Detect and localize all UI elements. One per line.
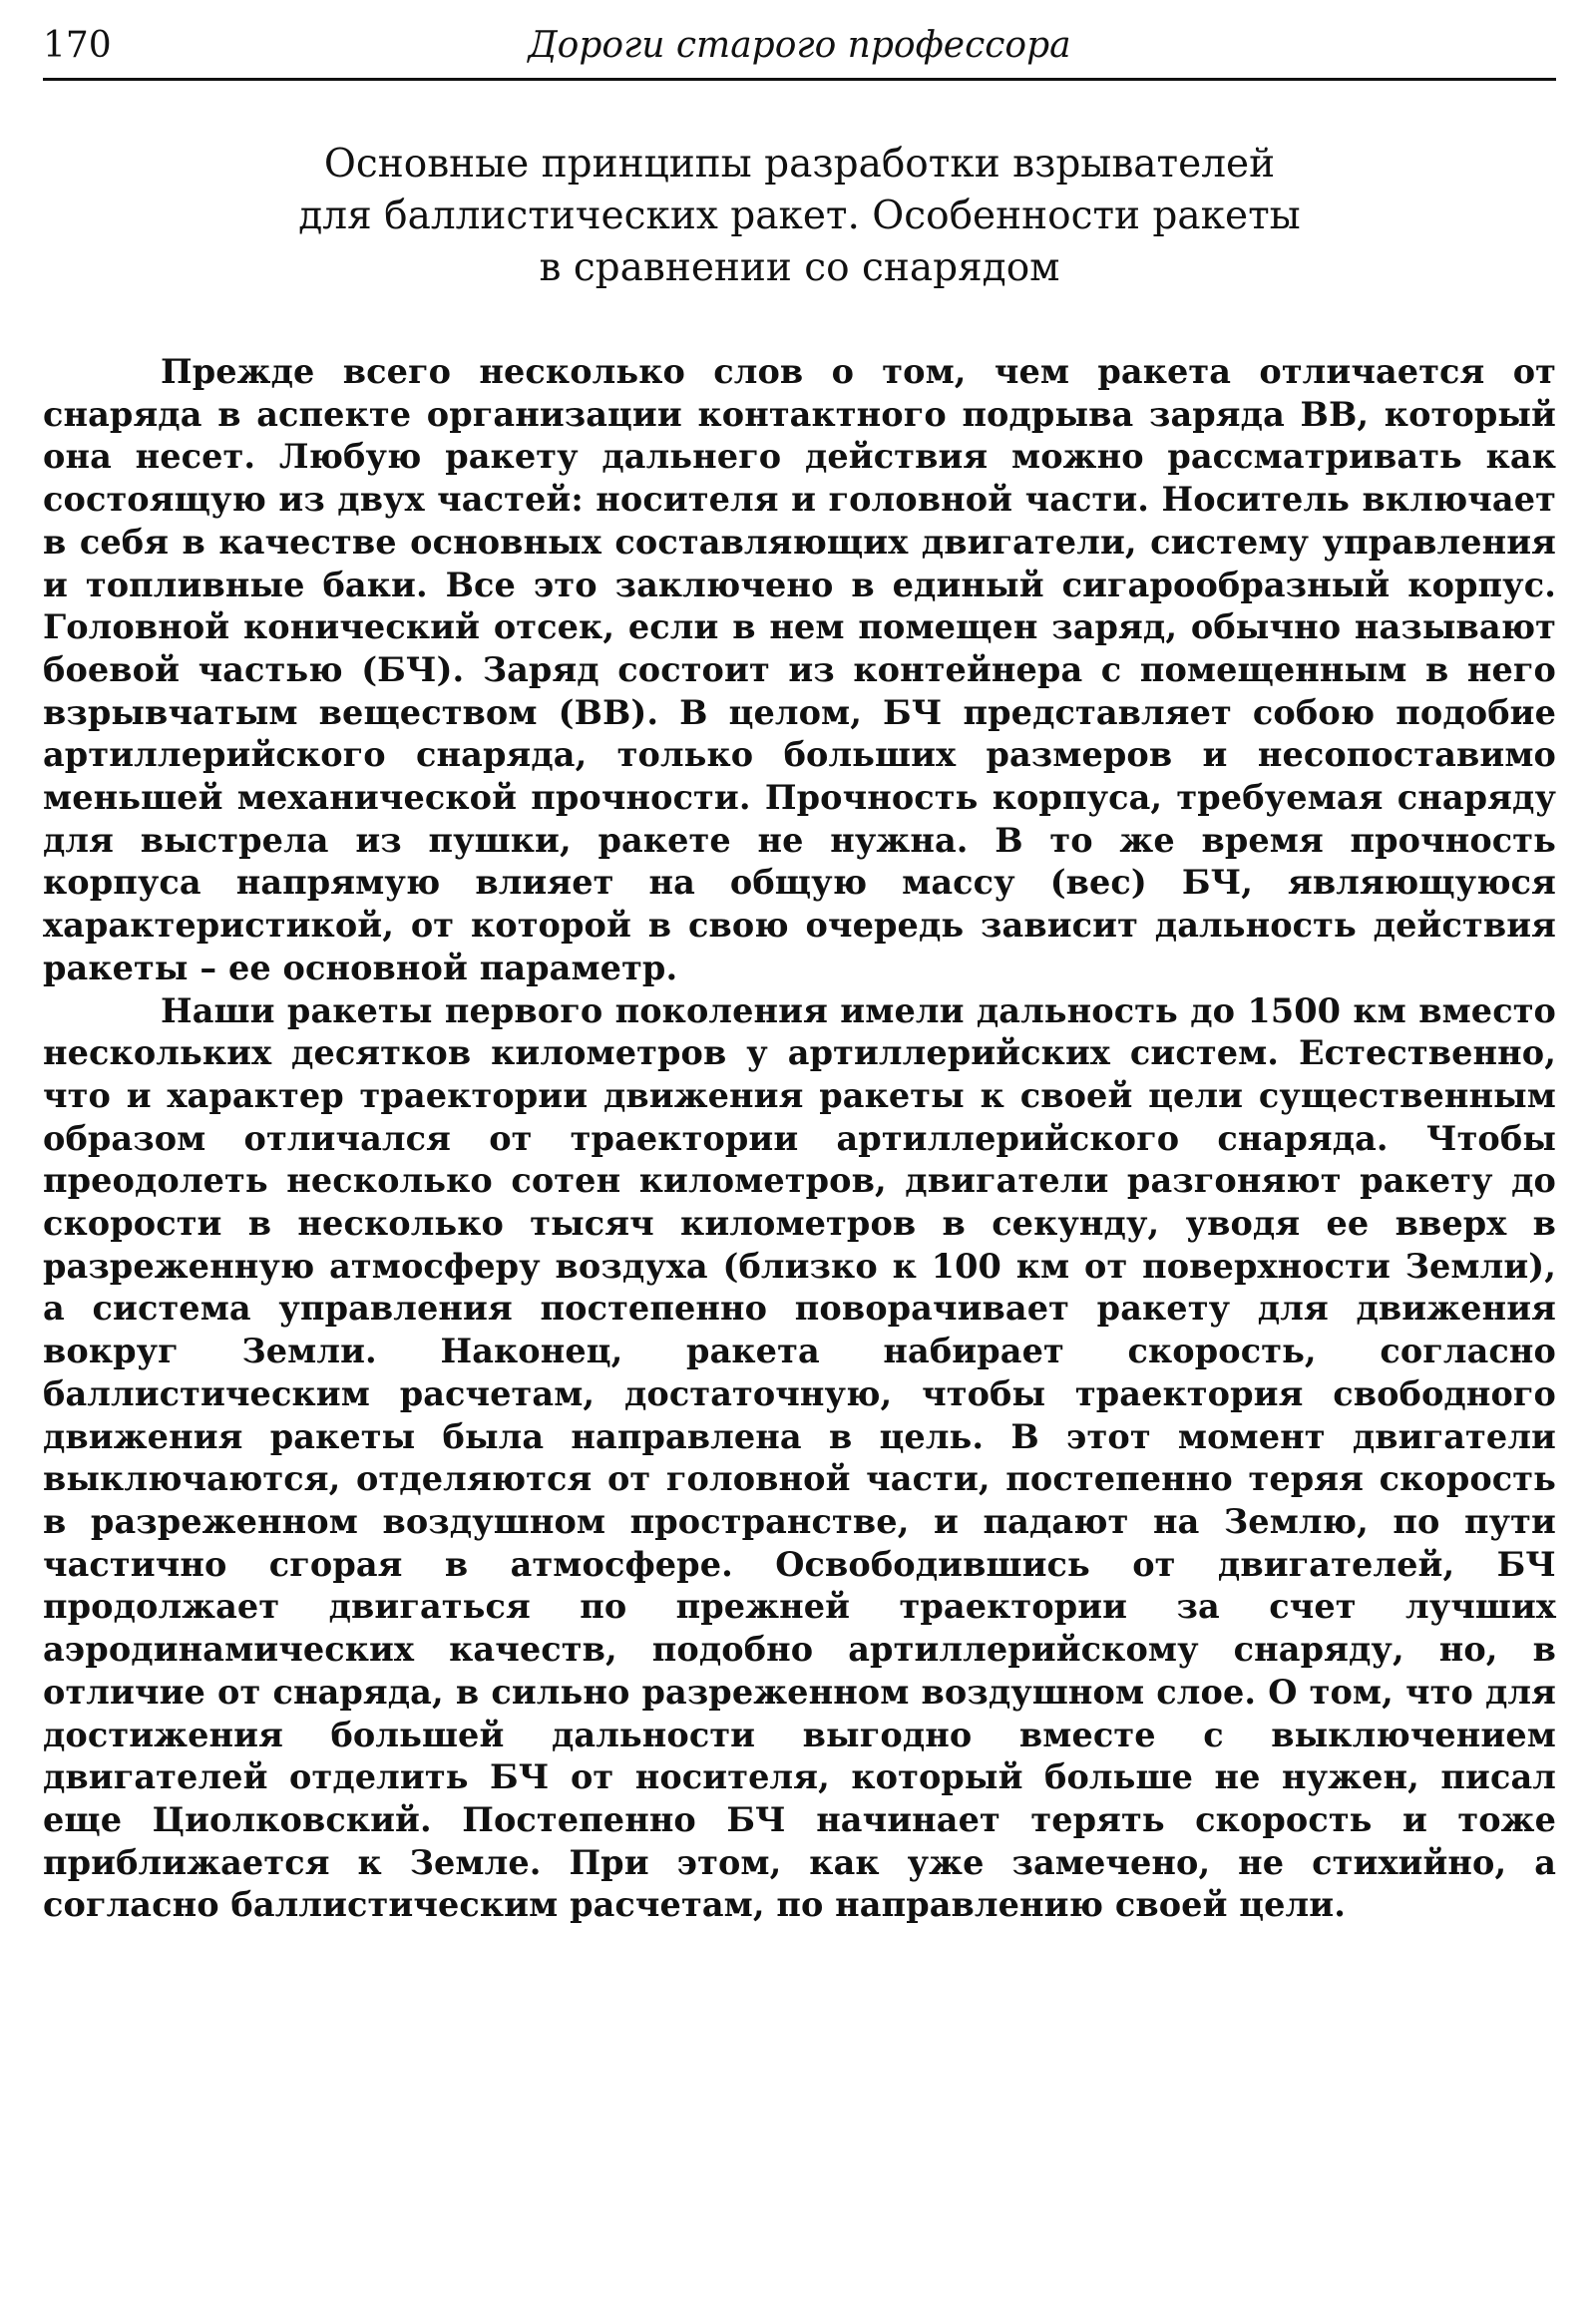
paragraph: Наши ракеты первого поколения имели дальность до 1500 км вместо нескольких десятков километров у артиллерийских систем. Естественно, что и характер траектории движения ракеты к своей цели существенным образом отличался от траектории артиллерийского снаряда. Чтобы преодолеть несколько сотен километров, двигатели разгоняют ракету до скорости в несколько тысяч километров в секунду, уводя ее вверх в разреженную атмосферу воздуха (близко к 100 км от поверхности Земли), а система управления постепенно поворачивает ракету для движения вокруг Земли. Наконец, ракета набирает скорость, согласно баллистическим расчетам, достаточную, чтобы траектория свободного движения ракеты была направлена в цель. В этот момент двигатели выключаются, отделяются от головной части, постепенно теряя скорость в разреженном воздушном пространстве, и падают на Землю, по пути частично сгорая в атмосфере. Освободившись от двигателей, БЧ продолжает двигаться по прежней траектории за счет лучших аэродинамических качеств, подобно артиллерийскому снаряду, но, в отличие от снаряда, в сильно разреженном воздушном слое. О том, что для достижения большей дальности выгодно вместе с выключением двигателей отделить БЧ от носителя, который больше не нужен, писал еще Циолковский. Постепенно БЧ начинает терять скорость и тоже приближается к Земле. При этом, как уже замечено, не стихийно, а согласно баллистическим расчетам, по направлению своей цели. — [43, 990, 1556, 1925]
section-heading-line: Основные принципы разработки взрывателей — [323, 142, 1276, 187]
running-title: Дороги старого профессора — [528, 25, 1071, 66]
page-number: 170 — [43, 25, 112, 66]
running-head — [43, 0, 1556, 81]
section-heading-line: в сравнении со снарядом — [539, 245, 1060, 290]
section-heading — [202, 139, 1396, 294]
book-page — [43, 0, 1556, 2311]
section-heading-line: для баллистических ракет. Особенности ракеты — [298, 193, 1301, 238]
paragraph: Прежде всего несколько слов о том, чем ракета отличается от снаряда в аспекте организации контактного подрыва заряда ВВ, который она несет. Любую ракету дальнего действия можно рассматривать как состоящую из двух частей: носителя и головной части. Носитель включает в себя в качестве основных составляющих двигатели, систему управления и топливные баки. Все это заключено в единый сигарообразный корпус. Головной конический отсек, если в нем помещен заряд, обычно называют боевой частью (БЧ). Заряд состоит из контейнера с помещенным в него взрывчатым веществом (ВВ). В целом, БЧ представляет собою подобие артиллерийского снаряда, только больших размеров и несопоставимо меньшей механической прочности. Прочность корпуса, требуемая снаряду для выстрела из пушки, ракете не нужна. В то же время прочность корпуса напрямую влияет на общую массу (вес) БЧ, являющуюся характеристикой, от которой в свою очередь зависит дальность действия ракеты – ее основной параметр. — [43, 352, 1556, 987]
body-text — [43, 351, 1556, 1927]
